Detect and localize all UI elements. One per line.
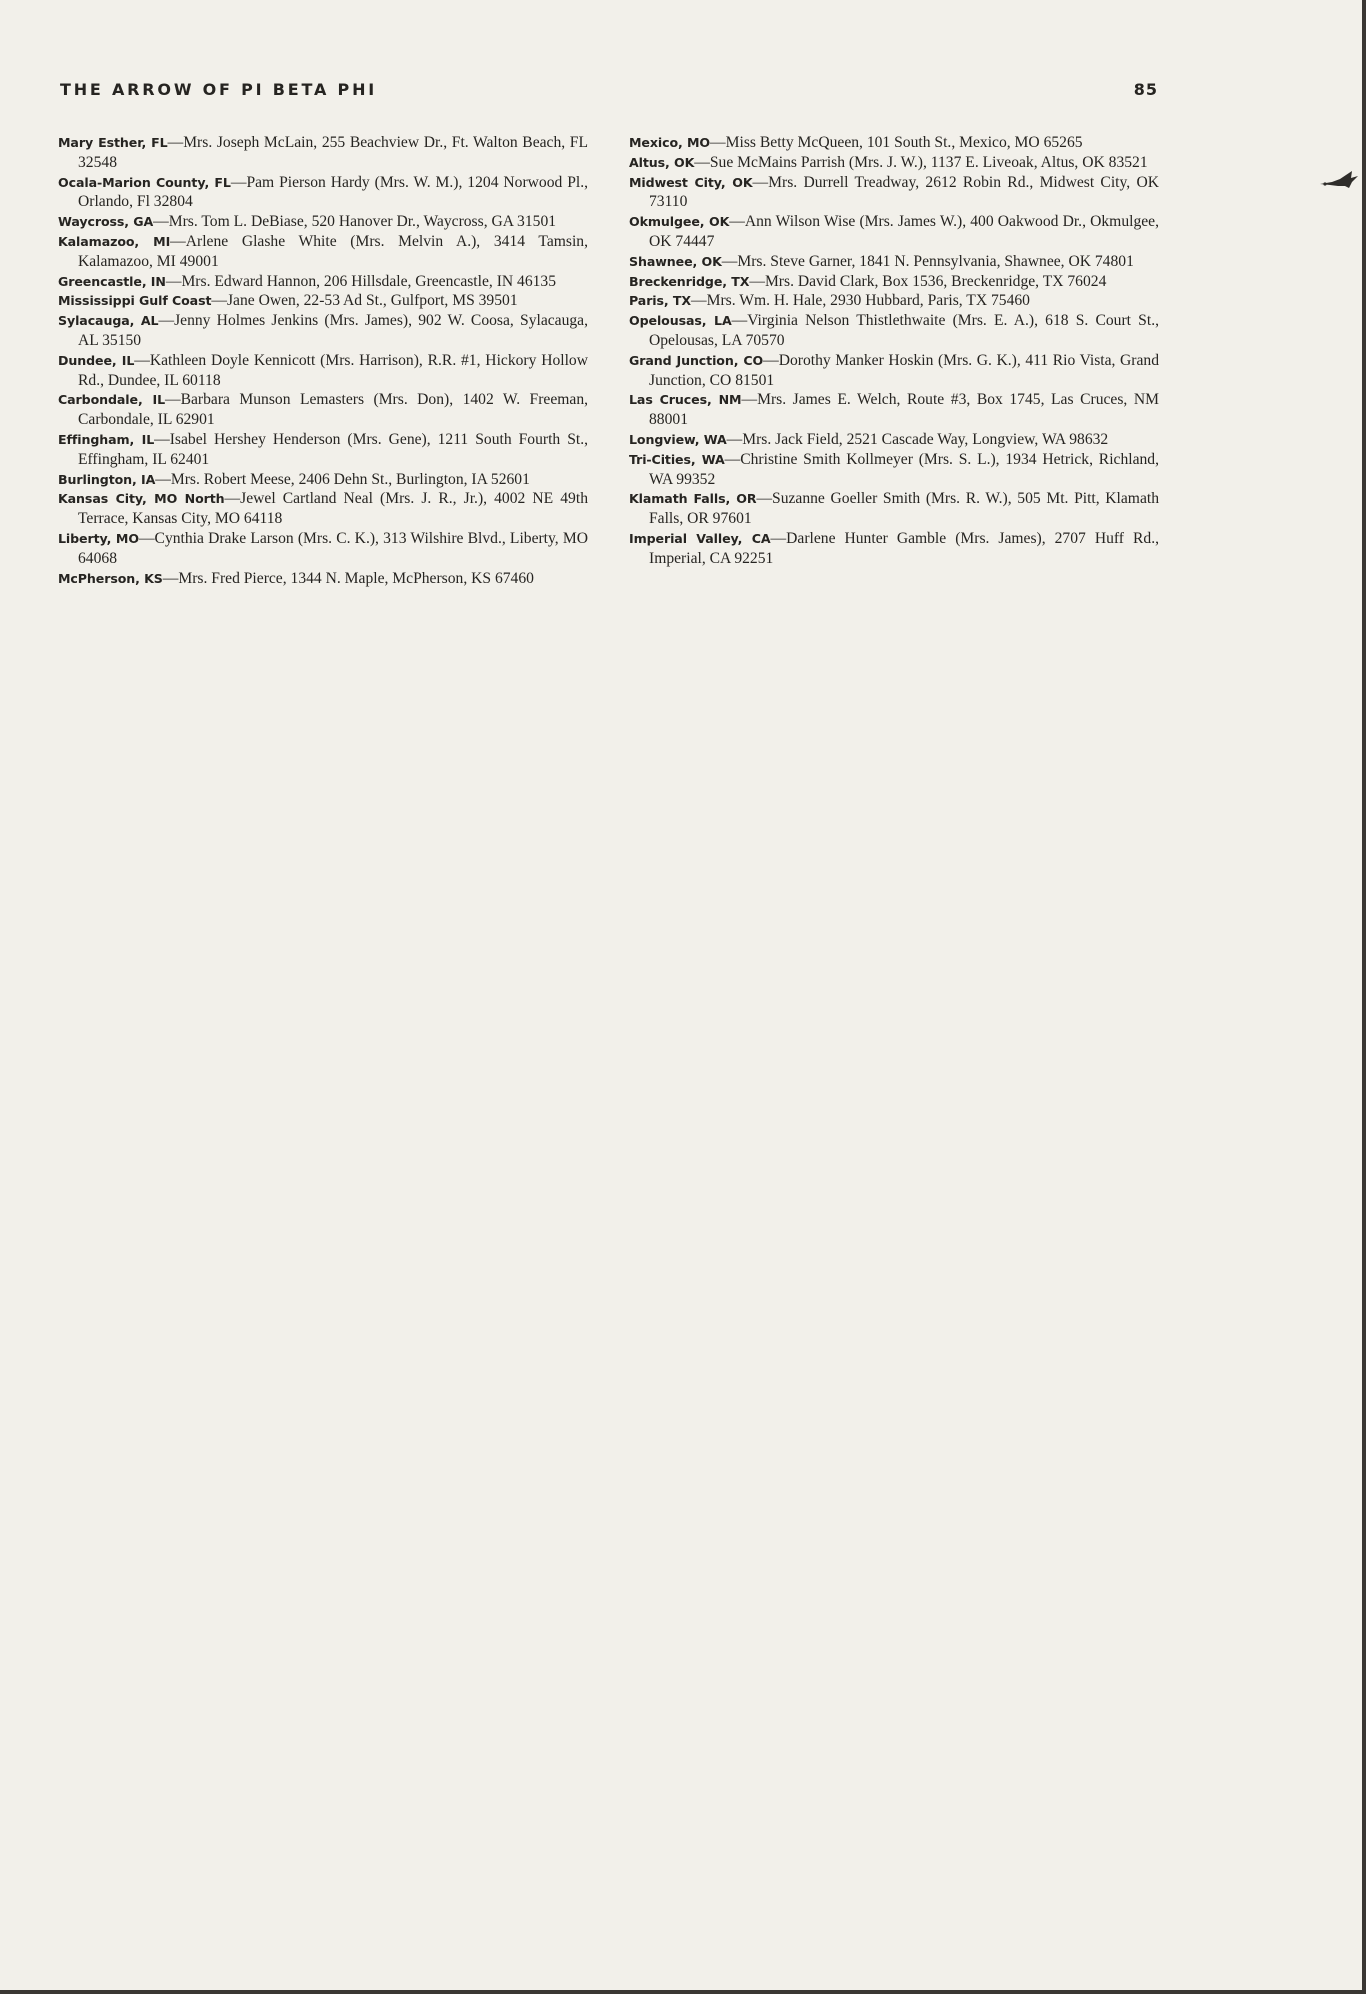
- entry-text: —Mrs. Jack Field, 2521 Cascade Way, Longview, WA 98632: [726, 430, 1109, 448]
- entry-place: Altus, OK: [629, 154, 695, 170]
- entry-place: Las Cruces, NM: [629, 392, 742, 408]
- entry-place: Waycross, GA: [58, 214, 154, 230]
- entry-place: Klamath Falls, OR: [629, 491, 757, 507]
- entry-text: —Mrs. Edward Hannon, 206 Hillsdale, Greencastle, IN 46135: [165, 272, 557, 290]
- directory-entry: [629, 212, 1159, 252]
- directory-entry: [58, 569, 588, 589]
- entry-text: —Suzanne Goeller Smith (Mrs. R. W.), 505 Mt. Pitt, Klamath Falls, OR 97601: [649, 490, 1159, 528]
- entry-text: —Mrs. David Clark, Box 1536, Breckenridge, TX 76024: [749, 272, 1107, 290]
- directory-entry: [58, 133, 588, 173]
- entry-text: —Jewel Cartland Neal (Mrs. J. R., Jr.), 4002 NE 49th Terrace, Kansas City, MO 64118: [78, 490, 588, 528]
- directory-entry: [58, 430, 588, 470]
- directory-entry: [629, 430, 1159, 450]
- entry-place: Burlington, IA: [58, 471, 156, 487]
- page-edge-right: [1362, 0, 1366, 1994]
- entry-text: —Dorothy Manker Hoskin (Mrs. G. K.), 411 Rio Vista, Grand Junction, CO 81501: [649, 351, 1160, 389]
- directory-entry: [629, 252, 1159, 272]
- directory-entry: [629, 291, 1159, 311]
- entry-place: Kalamazoo, MI: [58, 233, 171, 249]
- entry-text: —Barbara Munson Lemasters (Mrs. Don), 1402 W. Freeman, Carbondale, IL 62901: [78, 391, 589, 429]
- entry-place: Okmulgee, OK: [629, 214, 730, 230]
- entry-place: Longview, WA: [629, 431, 727, 447]
- entry-text: —Cynthia Drake Larson (Mrs. C. K.), 313 Wilshire Blvd., Liberty, MO 64068: [78, 529, 588, 567]
- directory-entry: [629, 450, 1159, 490]
- directory-entry: [58, 232, 588, 272]
- entry-text: —Mrs. Steve Garner, 1841 N. Pennsylvania, Shawnee, OK 74801: [721, 252, 1134, 270]
- directory-entry: [629, 529, 1159, 569]
- directory-entry: [58, 390, 588, 430]
- directory-entry: [629, 489, 1159, 529]
- page-number: 85: [1133, 80, 1158, 99]
- directory-entry: [629, 173, 1159, 213]
- arrow-icon: [1318, 170, 1360, 194]
- directory-entry: [629, 133, 1159, 153]
- entry-place: Liberty, MO: [58, 530, 139, 546]
- entry-place: Midwest City, OK: [629, 174, 753, 190]
- entry-text: —Ann Wilson Wise (Mrs. James W.), 400 Oakwood Dr., Okmulgee, OK 74447: [649, 213, 1159, 250]
- entry-place: Tri-Cities, WA: [629, 451, 725, 467]
- directory-entry: [629, 311, 1159, 351]
- directory-entry: [58, 173, 588, 213]
- entry-text: —Virginia Nelson Thistlethwaite (Mrs. E. A.), 618 S. Court St., Opelousas, LA 70570: [649, 312, 1159, 349]
- entry-text: —Pam Pierson Hardy (Mrs. W. M.), 1204 Norwood Pl., Orlando, Fl 32804: [78, 173, 588, 211]
- entry-text: —Mrs. Robert Meese, 2406 Dehn St., Burlington, IA 52601: [155, 470, 530, 488]
- directory-entry: [629, 351, 1159, 391]
- entry-place: Mexico, MO: [629, 135, 711, 150]
- entry-place: Mississippi Gulf Coast: [58, 293, 212, 309]
- directory-entry: [58, 291, 588, 311]
- entry-text: —Darlene Hunter Gamble (Mrs. James), 2707 Huff Rd., Imperial, CA 92251: [649, 529, 1160, 567]
- entry-text: —Miss Betty McQueen, 101 South St., Mexico, MO 65265: [710, 134, 1083, 151]
- entry-text: —Kathleen Doyle Kennicott (Mrs. Harrison), R.R. #1, Hickory Hollow Rd., Dundee, IL 60118: [78, 351, 588, 389]
- entry-text: —Sue McMains Parrish (Mrs. J. W.), 1137 E. Liveoak, Altus, OK 83521: [694, 153, 1148, 171]
- entry-text: —Isabel Hershey Henderson (Mrs. Gene), 1211 South Fourth St., Effingham, IL 62401: [78, 430, 588, 468]
- left-column: [58, 133, 588, 588]
- entry-text: —Christine Smith Kollmeyer (Mrs. S. L.), 1934 Hetrick, Richland, WA 99352: [649, 450, 1159, 488]
- entry-place: Greencastle, IN: [58, 273, 166, 289]
- entry-text: —Mrs. Joseph McLain, 255 Beachview Dr., Ft. Walton Beach, FL 32548: [78, 134, 588, 171]
- entry-place: Mary Esther, FL: [58, 135, 168, 150]
- entry-place: Kansas City, MO North: [58, 491, 225, 507]
- directory-entry: [629, 390, 1159, 430]
- entry-text: —Mrs. Durrell Treadway, 2612 Robin Rd., Midwest City, OK 73110: [649, 173, 1159, 211]
- entry-place: Imperial Valley, CA: [629, 530, 771, 546]
- entry-text: —Jane Owen, 22-53 Ad St., Gulfport, MS 39501: [211, 292, 518, 310]
- entry-place: Shawnee, OK: [629, 253, 722, 269]
- running-head: THE ARROW OF PI BETA PHI: [60, 80, 378, 99]
- directory-entry: [58, 272, 588, 292]
- entry-place: Paris, TX: [629, 293, 691, 309]
- entry-place: Effingham, IL: [58, 431, 155, 447]
- directory-entry: [58, 351, 588, 391]
- entry-text: —Jenny Holmes Jenkins (Mrs. James), 902 W. Coosa, Sylacauga, AL 35150: [78, 312, 588, 349]
- entry-place: Opelousas, LA: [629, 313, 732, 329]
- entry-place: Breckenridge, TX: [629, 273, 750, 289]
- directory-entry: [629, 272, 1159, 292]
- entry-place: Grand Junction, CO: [629, 352, 764, 368]
- directory-entry: [58, 212, 588, 232]
- entry-place: Dundee, IL: [58, 352, 135, 368]
- entry-place: Carbondale, IL: [58, 392, 165, 408]
- entry-place: Ocala-Marion County, FL: [58, 174, 231, 190]
- entry-text: —Mrs. James E. Welch, Route #3, Box 1745, Las Cruces, NM 88001: [649, 391, 1159, 429]
- directory-entry: [58, 489, 588, 529]
- directory-entry: [58, 311, 588, 351]
- directory-entry: [629, 153, 1159, 173]
- directory-entry: [58, 470, 588, 490]
- entry-text: —Arlene Glashe White (Mrs. Melvin A.), 3414 Tamsin, Kalamazoo, MI 49001: [78, 232, 588, 270]
- entry-text: —Mrs. Fred Pierce, 1344 N. Maple, McPherson, KS 67460: [162, 569, 534, 587]
- entry-place: Sylacauga, AL: [58, 313, 159, 329]
- entry-text: —Mrs. Tom L. DeBiase, 520 Hanover Dr., Waycross, GA 31501: [153, 213, 557, 231]
- entry-place: McPherson, KS: [58, 570, 163, 586]
- right-column: [629, 133, 1159, 569]
- page-header: [60, 80, 1158, 104]
- page-edge-bottom: [0, 1990, 1366, 1994]
- entry-text: —Mrs. Wm. H. Hale, 2930 Hubbard, Paris, TX 75460: [690, 292, 1030, 310]
- directory-entry: [58, 529, 588, 569]
